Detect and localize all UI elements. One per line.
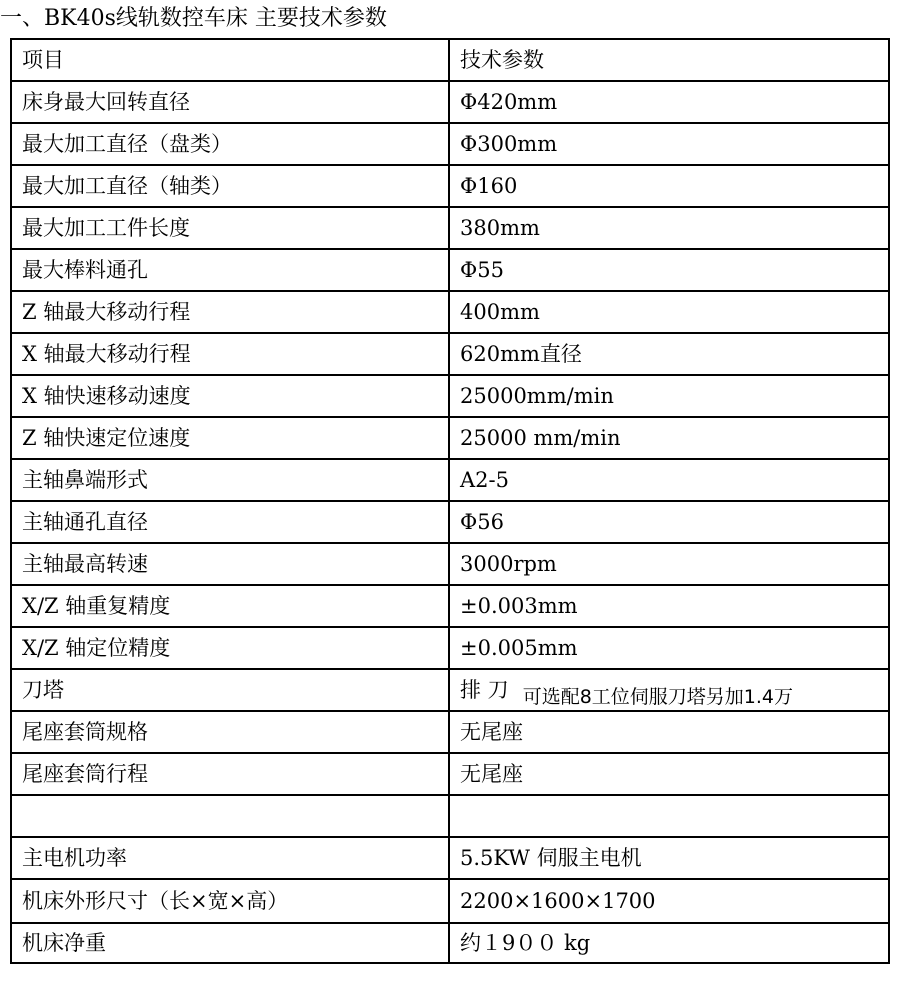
row-value: 2200×1600×1700 [449,879,889,923]
table-row [11,417,889,459]
table-row [11,627,889,669]
table-row [11,81,889,123]
row-item: 刀塔 [11,669,449,711]
row-item: 机床外形尺寸（长×宽×高） [11,879,449,923]
table-row [11,543,889,585]
row-value: 5.5KW 伺服主电机 [449,837,889,879]
row-item: 主轴最高转速 [11,543,449,585]
row-item: 最大加工直径（盘类） [11,123,449,165]
row-item: X/Z 轴重复精度 [11,585,449,627]
row-item: Z 轴最大移动行程 [11,291,449,333]
row-value: 25000mm/min [449,375,889,417]
row-item: 主电机功率 [11,837,449,879]
row-value: 3000rpm [449,543,889,585]
row-value [449,795,889,837]
row-value: Φ420mm [449,81,889,123]
table-row [11,459,889,501]
row-value: Φ300mm [449,123,889,165]
table-row [11,333,889,375]
table-row-empty [11,795,889,837]
row-item: 尾座套筒规格 [11,711,449,753]
table-row [11,753,889,795]
table-row [11,207,889,249]
row-item [11,795,449,837]
row-value: 380mm [449,207,889,249]
table-row [11,837,889,879]
row-value: Φ55 [449,249,889,291]
table-row [11,923,889,963]
row-value: 25000 mm/min [449,417,889,459]
table-row [11,585,889,627]
row-item: 最大棒料通孔 [11,249,449,291]
turret-type-text: 排 刀 [460,677,509,702]
table-row [11,501,889,543]
row-item: 最大加工工件长度 [11,207,449,249]
table-row [11,879,889,923]
row-item: 机床净重 [11,923,449,963]
table-row [11,291,889,333]
row-value: 620mm直径 [449,333,889,375]
table-row [11,375,889,417]
row-item: 主轴通孔直径 [11,501,449,543]
table-row [11,711,889,753]
table-row [11,669,889,711]
row-value: 无尾座 [449,711,889,753]
table-row [11,165,889,207]
row-value: Φ56 [449,501,889,543]
row-value: Φ160 [449,165,889,207]
row-item: 床身最大回转直径 [11,81,449,123]
row-item: 最大加工直径（轴类） [11,165,449,207]
header-param: 技术参数 [449,39,889,81]
row-value: ±0.005mm [449,627,889,669]
row-item: X 轴最大移动行程 [11,333,449,375]
turret-option-note: 可选配8工位伺服刀塔另加1.4万 [522,685,793,708]
row-value: 无尾座 [449,753,889,795]
row-value [449,669,889,711]
row-item: X 轴快速移动速度 [11,375,449,417]
row-item: 主轴鼻端形式 [11,459,449,501]
table-row [11,249,889,291]
row-item: 尾座套筒行程 [11,753,449,795]
header-item: 项目 [11,39,449,81]
row-value: 400mm [449,291,889,333]
table-header-row [11,39,889,81]
row-value: 约１9００ kg [449,923,889,963]
document-title: 一、BK40s线轨数控车床 主要技术参数 [0,6,387,31]
row-value: A2-5 [449,459,889,501]
row-value: ±0.003mm [449,585,889,627]
table-row [11,123,889,165]
row-item: X/Z 轴定位精度 [11,627,449,669]
row-item: Z 轴快速定位速度 [11,417,449,459]
spec-table [10,38,890,964]
